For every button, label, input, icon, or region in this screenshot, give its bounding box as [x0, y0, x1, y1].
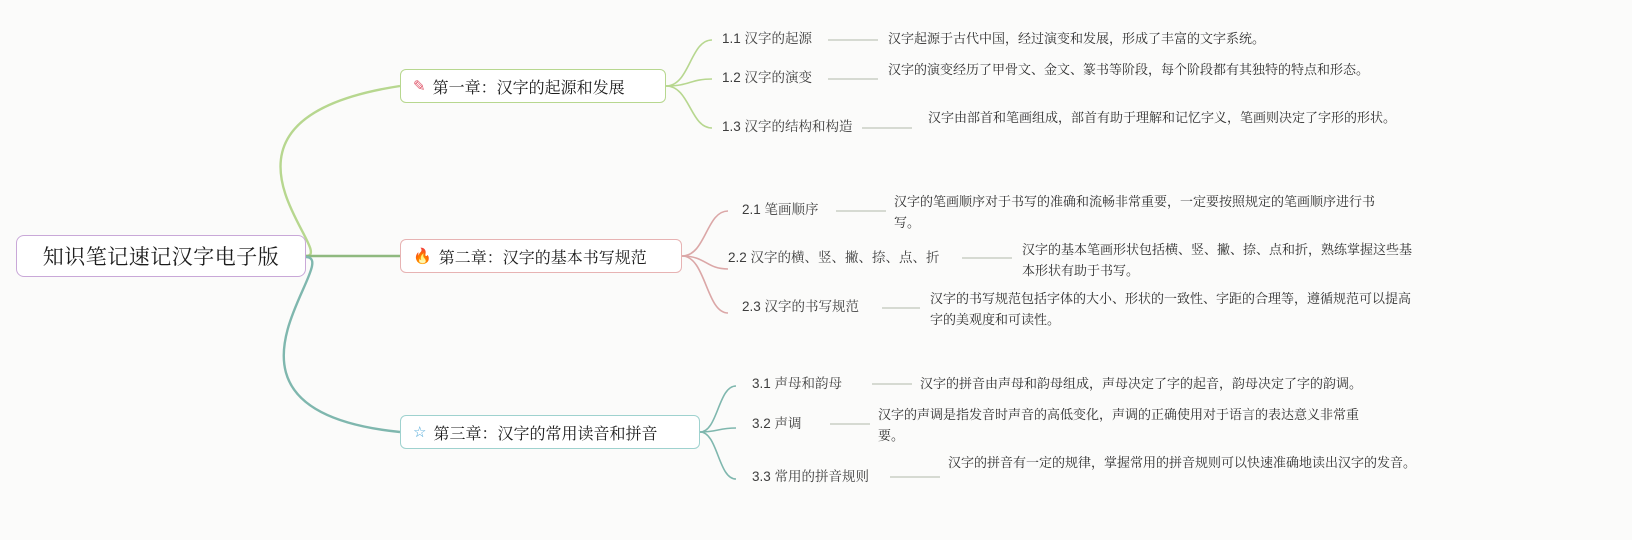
leaf-1-1-text[interactable]: 汉字起源于古代中国，经过演变和发展，形成了丰富的文字系统。 [888, 31, 1266, 46]
topic-3-2-label[interactable]: 3.2 声调 [752, 416, 802, 431]
chapter-node-2[interactable] [400, 239, 682, 273]
star-icon: ☆ [413, 423, 427, 441]
link-chapter-3-to-topic-3 [700, 432, 736, 479]
topic-2-1-label[interactable]: 2.1 笔画顺序 [742, 202, 819, 217]
root-label: 知识笔记速记汉字电子版 [42, 246, 280, 269]
link-chapter-2-to-topic-1 [682, 211, 728, 256]
leaf-2-1-text[interactable]: 汉字的笔画顺序对于书写的准确和流畅非常重要，一定要按照规定的笔画顺序进行书写。 [894, 194, 1376, 230]
topic-3-3-label[interactable]: 3.3 常用的拼音规则 [752, 469, 870, 484]
link-chapter-3-to-topic-1 [700, 386, 736, 432]
link-chapter-3-to-topic-2 [700, 428, 736, 432]
leaf-3-1-text[interactable]: 汉字的拼音由声母和韵母组成，声母决定了字的起音，韵母决定了字的韵调。 [920, 376, 1363, 391]
root-node[interactable] [16, 235, 306, 277]
leaf-3-2-text[interactable]: 汉字的声调是指发音时声音的高低变化，声调的正确使用对于语言的表达意义非常重要。 [878, 407, 1360, 443]
topic-2-3-label[interactable]: 2.3 汉字的书写规范 [742, 299, 860, 314]
chapter-node-3[interactable] [400, 415, 700, 449]
link-chapter-1-to-topic-2 [666, 79, 712, 86]
link-chapter-2-to-topic-3 [682, 256, 728, 313]
leaf-3-3-text[interactable]: 汉字的拼音有一定的规律，掌握常用的拼音规则可以快速准确地读出汉字的发音。 [948, 455, 1417, 470]
pen-nib-icon: ✎ [413, 77, 426, 95]
chapter-1-label: 第一章：汉字的起源和发展 [432, 79, 625, 97]
link-chapter-1-to-topic-1 [666, 40, 712, 86]
link-chapter-1-to-topic-3 [666, 86, 712, 128]
topic-1-2-label[interactable]: 1.2 汉字的演变 [722, 70, 813, 85]
leaf-1-2-text[interactable]: 汉字的演变经历了甲骨文、金文、篆书等阶段，每个阶段都有其独特的特点和形态。 [888, 62, 1370, 77]
chapter-2-label: 第二章：汉字的基本书写规范 [438, 249, 647, 267]
leaf-2-2-text[interactable]: 汉字的基本笔画形状包括横、竖、撇、捺、点和折，熟练掌握这些基本形状有助于书写。 [1022, 242, 1413, 278]
link-root-to-chapter-3 [284, 257, 400, 432]
topic-2-2-label[interactable]: 2.2 汉字的横、竖、撇、捺、点、折 [728, 250, 940, 265]
chapter-3-label: 第三章：汉字的常用读音和拼音 [433, 425, 658, 443]
flame-icon: 🔥 [413, 247, 432, 265]
chapter-node-1[interactable] [400, 69, 666, 103]
topic-1-3-label[interactable]: 1.3 汉字的结构和构造 [722, 119, 853, 134]
topic-1-1-label[interactable]: 1.1 汉字的起源 [722, 31, 813, 46]
link-root-to-chapter-1 [281, 86, 400, 256]
link-chapter-2-to-topic-2 [682, 256, 728, 269]
topic-3-1-label[interactable]: 3.1 声母和韵母 [752, 376, 843, 391]
leaf-1-3-text[interactable]: 汉字由部首和笔画组成，部首有助于理解和记忆字义，笔画则决定了字形的形状。 [928, 110, 1397, 125]
leaf-2-3-text[interactable]: 汉字的书写规范包括字体的大小、形状的一致性、字距的合理等，遵循规范可以提高字的美观度和可读性。 [930, 291, 1412, 327]
